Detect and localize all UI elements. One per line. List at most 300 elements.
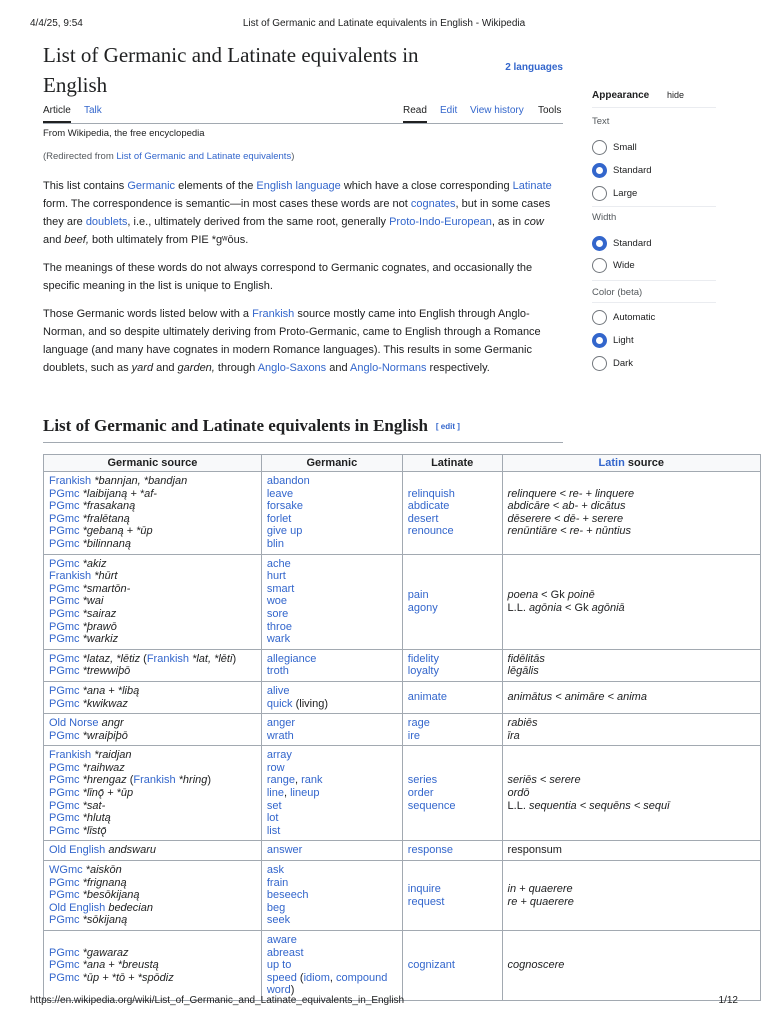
wiki-link[interactable]: Latin bbox=[598, 456, 625, 469]
radio-button[interactable] bbox=[592, 310, 607, 325]
cell-line bbox=[408, 665, 497, 678]
wiki-link[interactable]: PGmc bbox=[49, 971, 80, 984]
cell-line bbox=[508, 691, 755, 704]
table-cell bbox=[402, 931, 502, 1001]
cell-line bbox=[508, 896, 755, 909]
cell-line bbox=[508, 589, 755, 602]
wiki-link[interactable]: PGmc bbox=[49, 512, 80, 525]
cell-line bbox=[408, 800, 497, 813]
italic-text: *trewwiþō bbox=[79, 665, 131, 678]
tab-article[interactable]: Article bbox=[43, 105, 71, 123]
wiki-link[interactable]: troth bbox=[266, 665, 289, 678]
wiki-link[interactable]: Proto-Indo-European bbox=[389, 216, 492, 228]
italic-text: re + quaerere bbox=[507, 895, 574, 908]
wiki-link[interactable]: PGmc bbox=[49, 761, 80, 774]
site-subtitle: From Wikipedia, the free encyclopedia bbox=[43, 128, 205, 139]
wiki-link[interactable]: allegiance bbox=[266, 652, 317, 665]
text-run: ) bbox=[207, 774, 212, 787]
wiki-link[interactable]: forlet bbox=[266, 512, 292, 525]
wiki-link[interactable]: idiom bbox=[303, 971, 330, 984]
tab-read[interactable]: Read bbox=[403, 105, 427, 123]
cell-line bbox=[408, 896, 497, 909]
italic-text: yard bbox=[131, 362, 154, 374]
italic-text: in + quaerere bbox=[507, 882, 573, 895]
italic-text: *līstǭ bbox=[79, 824, 107, 837]
wiki-link[interactable]: list bbox=[266, 824, 281, 837]
wiki-link[interactable]: English language bbox=[256, 180, 341, 192]
cell-line bbox=[408, 787, 497, 800]
cell-line bbox=[267, 717, 397, 730]
wiki-link[interactable]: renounce bbox=[407, 525, 454, 538]
column-header bbox=[261, 455, 402, 472]
cell-line bbox=[267, 558, 397, 571]
cell-line bbox=[49, 877, 256, 890]
wiki-link[interactable]: abdicate bbox=[407, 500, 450, 513]
cell-line bbox=[267, 633, 397, 646]
wiki-link[interactable]: quick bbox=[266, 697, 293, 710]
cell-line bbox=[49, 608, 256, 621]
cell-line bbox=[267, 525, 397, 538]
italic-text: *raidjan bbox=[91, 749, 132, 762]
radio-button[interactable] bbox=[592, 236, 607, 251]
cell-line bbox=[408, 774, 497, 787]
article-body bbox=[43, 177, 563, 387]
cell-line bbox=[267, 538, 397, 551]
italic-text: animātus < animāre < anima bbox=[507, 691, 647, 704]
italic-text: *hlutą bbox=[79, 812, 111, 825]
section-heading bbox=[43, 416, 563, 443]
text-run: (living) bbox=[292, 697, 328, 710]
redirect-prefix: (Redirected from bbox=[43, 151, 117, 162]
wiki-link[interactable]: loyalty bbox=[407, 665, 439, 678]
wiki-link[interactable]: PGmc bbox=[49, 652, 80, 665]
wiki-link[interactable]: aware bbox=[266, 934, 297, 946]
italic-text: poinē bbox=[567, 589, 595, 602]
wiki-link[interactable]: set bbox=[266, 799, 282, 812]
wiki-link[interactable]: Frankish bbox=[49, 570, 92, 583]
cell-line bbox=[408, 602, 497, 615]
cell-line bbox=[49, 665, 256, 678]
wiki-link[interactable]: speed bbox=[266, 971, 297, 984]
text-run: , but in some cases they are bbox=[43, 198, 551, 228]
redirect-notice bbox=[43, 151, 294, 162]
italic-text: renūntiāre < re- + nūntius bbox=[507, 525, 632, 538]
cell-line bbox=[408, 691, 497, 704]
italic-text: dēserere < dē- + serere bbox=[507, 512, 624, 525]
wiki-link[interactable]: PGmc bbox=[49, 582, 80, 595]
cell-line bbox=[508, 730, 755, 743]
wiki-link[interactable]: PGmc bbox=[49, 914, 80, 927]
tools-menu[interactable]: Tools bbox=[538, 105, 562, 116]
wiki-link[interactable]: Frankish bbox=[49, 749, 92, 762]
wiki-link[interactable]: PGmc bbox=[49, 697, 80, 710]
table-cell bbox=[502, 554, 760, 649]
width-label: Width bbox=[592, 212, 617, 223]
italic-text: lēgālis bbox=[507, 665, 539, 678]
cell-line bbox=[49, 595, 256, 608]
table-cell bbox=[402, 649, 502, 681]
wiki-link[interactable]: Anglo-Saxons bbox=[257, 362, 327, 374]
text-run: both ultimately from PIE *gʷōus. bbox=[88, 234, 249, 246]
cell-line bbox=[267, 730, 397, 743]
wiki-link[interactable]: Frankish bbox=[49, 475, 92, 487]
redirect-link[interactable]: List of Germanic and Latinate equivalents bbox=[116, 151, 292, 162]
cell-line bbox=[508, 525, 755, 538]
wiki-link[interactable]: PGmc bbox=[49, 812, 80, 825]
wiki-link[interactable]: PGmc bbox=[49, 537, 80, 550]
table-cell bbox=[261, 649, 402, 681]
italic-text: beef, bbox=[64, 234, 89, 246]
cell-line bbox=[49, 864, 256, 877]
tab-view-history[interactable]: View history bbox=[470, 105, 524, 116]
option-label: Wide bbox=[613, 260, 635, 271]
radio-button[interactable] bbox=[592, 258, 607, 273]
wiki-link[interactable]: PGmc bbox=[49, 959, 80, 972]
page-title: List of Germanic and Latinate equivalents in English bbox=[43, 43, 419, 97]
wiki-link[interactable]: Old English bbox=[49, 844, 106, 857]
wiki-link[interactable]: cognizant bbox=[407, 959, 455, 972]
wiki-link[interactable]: pain bbox=[407, 589, 429, 602]
italic-text: sequentia < sequēns < sequī bbox=[528, 799, 670, 812]
wiki-link[interactable]: range bbox=[266, 774, 295, 787]
cell-line bbox=[49, 730, 256, 743]
wiki-link[interactable]: relinquish bbox=[407, 487, 455, 500]
table-cell bbox=[502, 841, 760, 861]
appearance-title: Appearance bbox=[592, 90, 650, 101]
wiki-link[interactable]: give up bbox=[266, 525, 303, 538]
radio-button[interactable] bbox=[592, 140, 607, 155]
cell-line bbox=[49, 825, 256, 838]
cell-line bbox=[267, 583, 397, 596]
wiki-link[interactable]: PGmc bbox=[49, 876, 80, 889]
wiki-link[interactable]: array bbox=[266, 749, 292, 762]
wiki-link[interactable]: word bbox=[266, 984, 291, 997]
wiki-link[interactable]: sequence bbox=[407, 799, 456, 812]
cell-line bbox=[508, 500, 755, 513]
wiki-link[interactable]: PGmc bbox=[49, 525, 80, 538]
paragraph bbox=[43, 305, 563, 377]
wiki-link[interactable]: Frankish bbox=[133, 774, 176, 787]
wiki-link[interactable]: smart bbox=[266, 582, 295, 595]
cell-line bbox=[267, 698, 397, 711]
text-run: , i.e., ultimately derived from the same root, generally bbox=[127, 216, 390, 228]
italic-text: *wraiþiþō bbox=[79, 729, 128, 742]
cell-line bbox=[408, 959, 497, 972]
text-run: L.L. bbox=[507, 799, 529, 812]
cell-line bbox=[49, 749, 256, 762]
italic-text: *þrawō bbox=[79, 620, 117, 633]
italic-text: *fralētaną bbox=[79, 512, 130, 525]
wiki-link[interactable]: rank bbox=[301, 774, 323, 787]
italic-text: *ana + *breustą bbox=[79, 959, 159, 972]
wiki-link[interactable]: throe bbox=[266, 620, 292, 633]
cell-line bbox=[508, 488, 755, 501]
wiki-link[interactable]: abreast bbox=[266, 946, 304, 959]
wiki-link[interactable]: ire bbox=[407, 729, 421, 742]
redirect-suffix: ) bbox=[291, 151, 295, 162]
wiki-link[interactable]: PGmc bbox=[49, 774, 80, 787]
cell-line bbox=[508, 774, 755, 787]
cell-line bbox=[49, 787, 256, 800]
wiki-link[interactable]: cognates bbox=[410, 198, 456, 210]
cell-line bbox=[508, 653, 755, 666]
table-cell bbox=[402, 554, 502, 649]
wiki-link[interactable]: seek bbox=[266, 914, 291, 927]
wiki-link[interactable]: agony bbox=[407, 601, 438, 614]
column-header bbox=[502, 455, 760, 472]
language-selector[interactable]: 2 languages bbox=[505, 62, 563, 73]
wiki-link[interactable]: doublets bbox=[85, 216, 128, 228]
paragraph bbox=[43, 177, 563, 249]
wiki-link[interactable]: hurt bbox=[266, 570, 286, 583]
text-run: Germanic source bbox=[107, 456, 198, 469]
text-run: and bbox=[153, 362, 178, 374]
print-footer bbox=[30, 995, 738, 1009]
cell-line bbox=[267, 665, 397, 678]
wiki-link[interactable]: PGmc bbox=[49, 595, 80, 608]
section-edit-link[interactable]: [ edit ] bbox=[435, 422, 460, 431]
text-run: , bbox=[283, 787, 291, 800]
cell-line bbox=[267, 864, 397, 877]
cell-line bbox=[508, 883, 755, 896]
italic-text: relinquere < re- + linquere bbox=[507, 487, 635, 500]
wiki-link[interactable]: desert bbox=[407, 512, 439, 525]
wiki-link[interactable]: compound bbox=[336, 971, 388, 984]
cell-line bbox=[508, 844, 755, 857]
wiki-link[interactable]: Germanic bbox=[127, 180, 176, 192]
wiki-link[interactable]: order bbox=[407, 787, 434, 800]
wiki-link[interactable]: blin bbox=[266, 537, 284, 550]
italic-text: agōniā bbox=[591, 601, 625, 614]
cell-line bbox=[508, 800, 755, 813]
cell-line bbox=[267, 513, 397, 526]
table-cell bbox=[402, 681, 502, 713]
italic-text: *sat- bbox=[79, 799, 106, 812]
cell-line bbox=[267, 500, 397, 513]
option-label: Standard bbox=[613, 238, 652, 249]
cell-line bbox=[267, 877, 397, 890]
radio-button[interactable] bbox=[592, 186, 607, 201]
wiki-link[interactable]: line bbox=[266, 787, 284, 800]
text-run: < Gk bbox=[561, 601, 592, 614]
italic-text: *raihwaz bbox=[79, 761, 125, 774]
cell-line bbox=[49, 800, 256, 813]
italic-text: *frasakaną bbox=[79, 500, 136, 513]
table-cell bbox=[44, 681, 262, 713]
wiki-link[interactable]: fidelity bbox=[407, 652, 439, 665]
italic-text: abdicāre < ab- + dicātus bbox=[507, 500, 626, 513]
wiki-link[interactable]: PGmc bbox=[49, 500, 80, 513]
italic-text: *kwikwaz bbox=[79, 697, 128, 710]
print-header bbox=[30, 18, 738, 32]
option-label: Standard bbox=[613, 165, 652, 176]
appearance-hide-button[interactable]: hide bbox=[667, 90, 685, 100]
cell-line bbox=[267, 475, 397, 488]
wiki-link[interactable]: PGmc bbox=[49, 633, 80, 646]
wiki-link[interactable]: frain bbox=[266, 876, 289, 889]
table-cell bbox=[502, 681, 760, 713]
cell-line bbox=[49, 762, 256, 775]
italic-text: *akiz bbox=[79, 557, 107, 570]
wiki-link[interactable]: PGmc bbox=[49, 889, 80, 902]
wiki-link[interactable]: request bbox=[407, 895, 445, 908]
cell-line bbox=[408, 589, 497, 602]
italic-text: *warkiz bbox=[79, 633, 119, 646]
cell-line bbox=[267, 774, 397, 787]
column-header bbox=[44, 455, 262, 472]
cell-line bbox=[49, 525, 256, 538]
print-page-number: 1/12 bbox=[718, 995, 738, 1006]
table-row bbox=[44, 472, 761, 555]
option-label: Light bbox=[613, 335, 634, 346]
table-cell bbox=[402, 841, 502, 861]
text-run: , bbox=[295, 774, 302, 787]
cell-line bbox=[408, 653, 497, 666]
radio-button[interactable] bbox=[592, 333, 607, 348]
wiki-link[interactable]: PGmc bbox=[49, 487, 80, 500]
wiki-link[interactable]: rage bbox=[407, 717, 430, 730]
wiki-link[interactable]: series bbox=[407, 774, 438, 787]
wiki-link[interactable]: wark bbox=[266, 633, 291, 646]
tab-talk[interactable]: Talk bbox=[84, 105, 102, 116]
text-run: source mostly came into English through Anglo-Norman, and so despite ultimately deriving from Proto-Germanic, came to English through a Romance language (and many have cognates in modern Romance languages). This results in some Germanic doublets, such as bbox=[43, 308, 541, 374]
divider bbox=[592, 280, 716, 281]
radio-button[interactable] bbox=[592, 356, 607, 371]
divider bbox=[592, 206, 716, 207]
wiki-link[interactable]: PGmc bbox=[49, 799, 80, 812]
text-run: ( bbox=[140, 652, 147, 665]
cell-line bbox=[408, 500, 497, 513]
text-run: which have a close corresponding bbox=[340, 180, 513, 192]
table-row bbox=[44, 931, 761, 1001]
italic-text: *wai bbox=[79, 595, 104, 608]
italic-text: *bannjan, *bandjan bbox=[91, 475, 188, 487]
wiki-link[interactable]: PGmc bbox=[49, 607, 80, 620]
wiki-link[interactable]: PGmc bbox=[49, 946, 80, 959]
wiki-link[interactable]: lineup bbox=[290, 787, 320, 800]
cell-line bbox=[508, 665, 755, 678]
option-label: Large bbox=[613, 188, 638, 199]
table-row bbox=[44, 681, 761, 713]
wiki-link[interactable]: lot bbox=[266, 812, 279, 825]
wiki-link[interactable]: sore bbox=[266, 607, 289, 620]
wiki-link[interactable]: ache bbox=[266, 557, 291, 570]
wiki-link[interactable]: WGmc bbox=[49, 864, 83, 877]
wiki-link[interactable]: inquire bbox=[407, 882, 441, 895]
wiki-link[interactable]: animate bbox=[407, 691, 447, 704]
cell-line bbox=[267, 570, 397, 583]
wiki-link[interactable]: response bbox=[407, 844, 454, 857]
cell-line bbox=[49, 633, 256, 646]
text-run: L.L. bbox=[507, 601, 529, 614]
wiki-link[interactable]: PGmc bbox=[49, 557, 80, 570]
wiki-link[interactable]: Frankish bbox=[252, 308, 295, 320]
wiki-link[interactable]: forsake bbox=[266, 500, 303, 513]
text-run: respectively. bbox=[426, 362, 490, 374]
text-run: Germanic bbox=[306, 456, 358, 469]
wiki-link[interactable]: wrath bbox=[266, 729, 294, 742]
cell-line bbox=[267, 934, 397, 947]
table-cell bbox=[44, 931, 262, 1001]
italic-text: *ana + *libą bbox=[79, 684, 140, 697]
italic-text: *ūp + *tō + *spōdiz bbox=[79, 971, 174, 984]
table-cell bbox=[44, 472, 262, 555]
cell-line bbox=[49, 558, 256, 571]
cell-line bbox=[49, 488, 256, 501]
wiki-link[interactable]: answer bbox=[266, 844, 303, 857]
cell-line bbox=[49, 513, 256, 526]
wiki-link[interactable]: ask bbox=[266, 864, 284, 877]
table-cell bbox=[502, 649, 760, 681]
wiki-link[interactable]: leave bbox=[266, 487, 294, 500]
radio-button[interactable] bbox=[592, 163, 607, 178]
italic-text: *lat, *lēti bbox=[189, 652, 233, 665]
wiki-link[interactable]: alive bbox=[266, 684, 290, 697]
wiki-link[interactable]: anger bbox=[266, 717, 295, 730]
wiki-link[interactable]: abandon bbox=[266, 475, 310, 487]
wiki-link[interactable]: PGmc bbox=[49, 620, 80, 633]
table-cell bbox=[402, 714, 502, 746]
tab-edit[interactable]: Edit bbox=[440, 105, 458, 116]
table-body bbox=[44, 472, 761, 1001]
text-run: through bbox=[214, 362, 258, 374]
table-cell bbox=[261, 472, 402, 555]
wiki-link[interactable]: PGmc bbox=[49, 824, 80, 837]
table-cell bbox=[261, 681, 402, 713]
table-row bbox=[44, 841, 761, 861]
cell-line bbox=[49, 621, 256, 634]
wiki-link[interactable]: Anglo-Normans bbox=[350, 362, 427, 374]
table-row bbox=[44, 714, 761, 746]
italic-text: *lataz, *lētiz bbox=[79, 652, 141, 665]
cell-line bbox=[49, 685, 256, 698]
wiki-link[interactable]: Latinate bbox=[512, 180, 552, 192]
wiki-link[interactable]: Old English bbox=[49, 901, 106, 914]
wiki-link[interactable]: PGmc bbox=[49, 684, 80, 697]
cell-line bbox=[508, 513, 755, 526]
print-page-title: List of Germanic and Latinate equivalents in English - Wikipedia bbox=[242, 18, 526, 29]
equivalents-table bbox=[43, 454, 761, 1001]
cell-line bbox=[267, 787, 397, 800]
text-size-label: Text bbox=[592, 116, 610, 127]
table-cell bbox=[44, 554, 262, 649]
italic-text: *smartōn- bbox=[79, 582, 131, 595]
italic-text: garden, bbox=[177, 362, 215, 374]
wiki-link[interactable]: woe bbox=[266, 595, 288, 608]
wiki-link[interactable]: row bbox=[266, 761, 285, 774]
paragraph bbox=[43, 259, 563, 295]
wiki-link[interactable]: beseech bbox=[266, 889, 309, 902]
cell-line bbox=[408, 525, 497, 538]
table-cell bbox=[44, 746, 262, 841]
wiki-link[interactable]: PGmc bbox=[49, 729, 80, 742]
wiki-link[interactable]: up to bbox=[266, 959, 292, 972]
text-run: responsum bbox=[507, 844, 562, 857]
italic-text: cognoscere bbox=[507, 959, 565, 972]
cell-line bbox=[267, 902, 397, 915]
wiki-link[interactable]: Old Norse bbox=[49, 717, 99, 730]
wiki-link[interactable]: PGmc bbox=[49, 665, 80, 678]
table-cell bbox=[402, 472, 502, 555]
column-header bbox=[402, 455, 502, 472]
wiki-link[interactable]: beg bbox=[266, 901, 286, 914]
text-run: Those Germanic words listed below with a bbox=[43, 308, 253, 320]
cell-line bbox=[508, 787, 755, 800]
wiki-link[interactable]: PGmc bbox=[49, 787, 80, 800]
cell-line bbox=[49, 717, 256, 730]
cell-line bbox=[267, 762, 397, 775]
wiki-link[interactable]: Frankish bbox=[146, 652, 190, 665]
